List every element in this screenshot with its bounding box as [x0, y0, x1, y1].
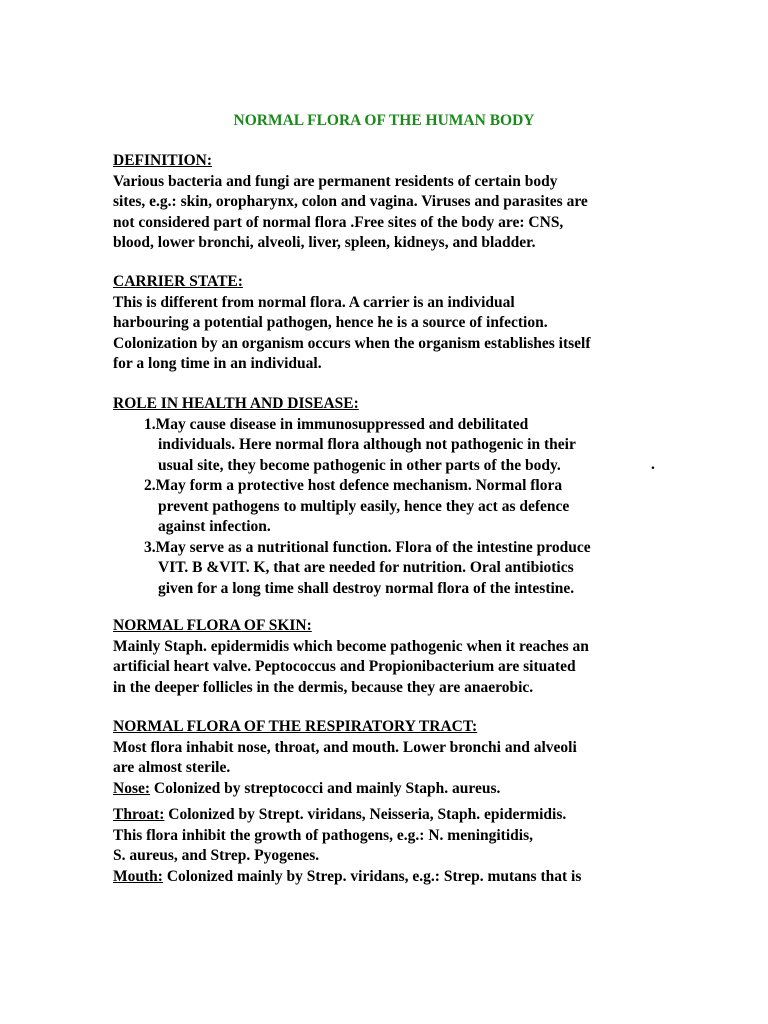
definition-line: not considered part of normal flora .Free sites of the body are: CNS, — [113, 213, 564, 231]
mouth-label: Mouth: — [113, 867, 163, 885]
carrier-heading: CARRIER STATE: — [113, 273, 243, 290]
respiratory-line: Most flora inhabit nose, throat, and mouth. Lower bronchi and alveoli — [113, 738, 577, 756]
role-item-3: 3.May serve as a nutritional function. Flora of the intestine produce — [144, 538, 591, 556]
carrier-line: This is different from normal flora. A carrier is an individual — [113, 293, 515, 311]
carrier-line: harbouring a potential pathogen, hence he is a source of infection. — [113, 314, 548, 331]
definition-line: sites, e.g.: skin, oropharynx, colon and vagina. Viruses and parasites are — [113, 193, 588, 210]
definition-section — [113, 151, 673, 254]
definition-line: Various bacteria and fungi are permanent residents of certain body — [113, 172, 558, 190]
role-item-1: 1.May cause disease in immunosuppressed and debilitated — [144, 415, 529, 433]
carrier-line: for a long time in an individual. — [113, 355, 322, 372]
definition-heading: DEFINITION: — [113, 152, 213, 169]
role-section — [113, 394, 673, 599]
stray-period: . — [651, 456, 655, 473]
mouth-text: Colonized mainly by Strep. viridans, e.g.: Strep. mutans that is — [162, 867, 582, 885]
skin-line: artificial heart valve. Peptococcus and Propionibacterium are situated — [113, 658, 576, 675]
respiratory-section — [113, 717, 673, 887]
skin-line: in the deeper follicles in the dermis, because they are anaerobic. — [113, 678, 534, 696]
role-item-3-line: VIT. B &VIT. K, that are needed for nutrition. Oral antibiotics — [158, 559, 574, 576]
role-item-3-line: given for a long time shall destroy normal flora of the intestine. — [158, 579, 575, 597]
role-heading: ROLE IN HEALTH AND DISEASE: — [113, 395, 359, 412]
skin-section — [113, 616, 673, 698]
throat-line — [113, 805, 673, 826]
carrier-section — [113, 272, 673, 375]
respiratory-heading: NORMAL FLORA OF THE RESPIRATORY TRACT: — [113, 718, 478, 735]
throat-continuation: S. aureus, and Strep. Pyogenes. — [113, 847, 320, 864]
respiratory-line: are almost sterile. — [113, 759, 231, 776]
skin-heading: NORMAL FLORA OF SKIN: — [113, 617, 312, 634]
role-item-2: 2.May form a protective host defence mechanism. Normal flora — [144, 477, 563, 494]
role-item-2-line: prevent pathogens to multiply easily, hence they act as defence — [158, 497, 570, 515]
role-item-1-line: individuals. Here normal flora although not pathogenic in their — [158, 436, 576, 453]
throat-continuation: This flora inhibit the growth of pathogens, e.g.: N. meningitidis, — [113, 826, 533, 844]
skin-line: Mainly Staph. epidermidis which become pathogenic when it reaches an — [113, 637, 589, 655]
throat-label: Throat: — [113, 806, 165, 823]
role-item-1-line: usual site, they become pathogenic in other parts of the body. — [158, 456, 561, 474]
mouth-line — [113, 867, 673, 888]
nose-text: Colonized by streptococci and mainly Staph. aureus. — [150, 779, 501, 797]
carrier-line: Colonization by an organism occurs when the organism establishes itself — [113, 334, 591, 352]
document-title: NORMAL FLORA OF THE HUMAN BODY — [233, 112, 535, 129]
role-item-2-line: against infection. — [158, 518, 271, 535]
definition-line: blood, lower bronchi, alveoli, liver, spleen, kidneys, and bladder. — [113, 234, 536, 251]
throat-text: Colonized by Strept. viridans, Neisseria, Staph. epidermidis. — [164, 806, 567, 823]
nose-label: Nose: — [113, 779, 151, 797]
nose-line — [113, 779, 673, 800]
